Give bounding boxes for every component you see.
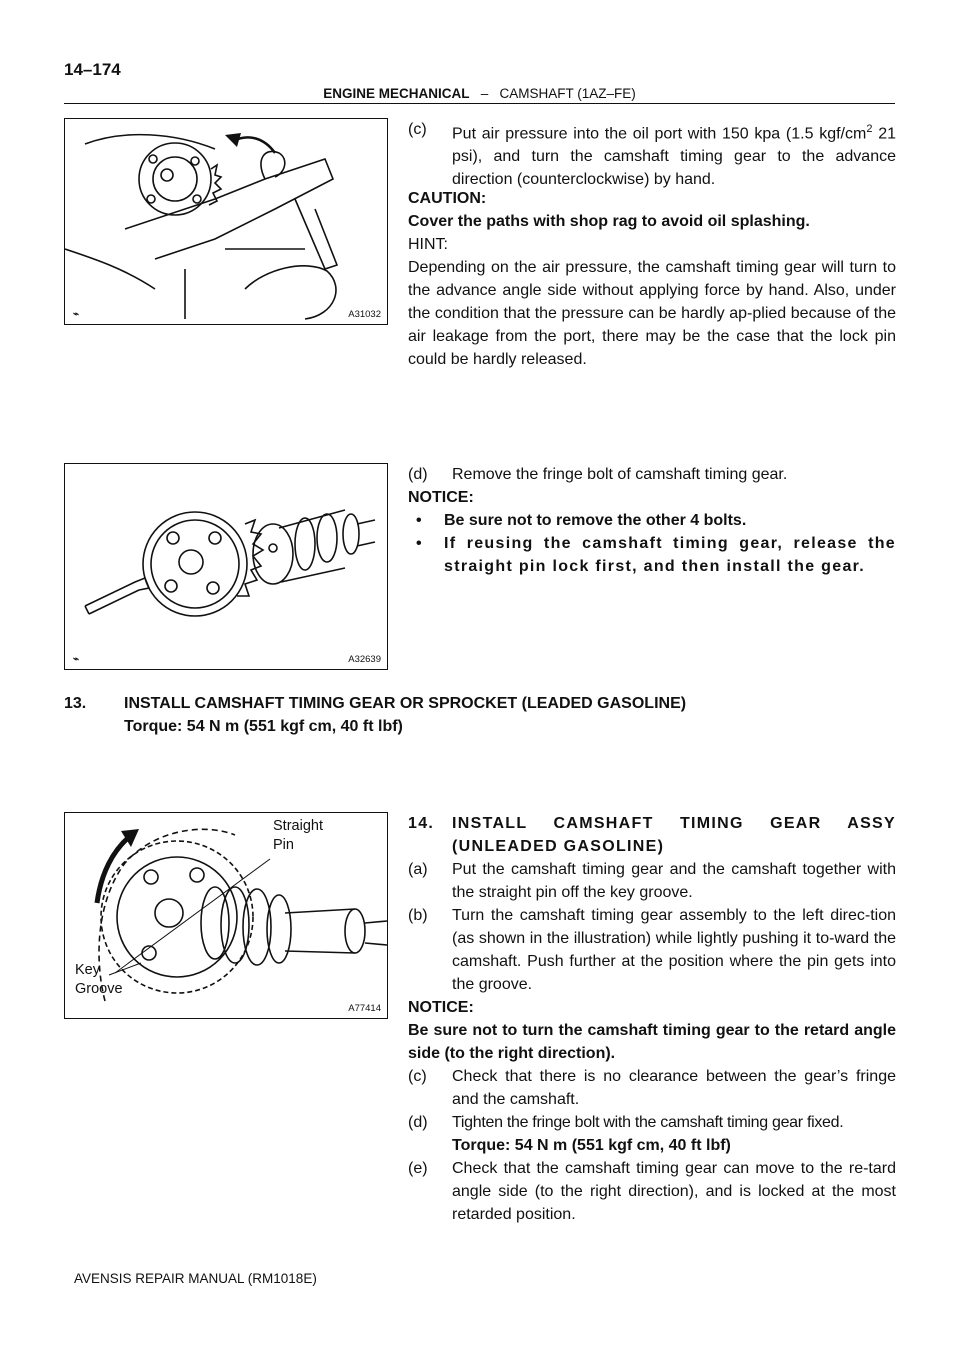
label-key-groove: Key Groove: [75, 962, 123, 997]
step-14a: [408, 858, 896, 904]
figure-code: A77414: [348, 1003, 381, 1014]
step-number: 13.: [64, 695, 87, 712]
figure-air-pressure-illustration: [65, 119, 387, 324]
superscript: 2: [866, 123, 873, 135]
step-title-continued: (UNLEADED GASOLINE): [452, 838, 665, 855]
step-text: Turn the camshaft timing gear assembly to the left direc-tion (as shown in the illustration) while lightly pushing it to-ward the camshaft. Push further at the position where the pin gets into the groove.: [452, 907, 896, 993]
step-14b: [408, 904, 896, 996]
notice-item: If reusing the camshaft timing gear, release the straight pin lock first, and then install the gear.: [444, 535, 896, 575]
step-label: (a): [408, 861, 428, 878]
running-header: [64, 86, 895, 101]
caution-title: CAUTION:: [408, 190, 487, 207]
header-separator: –: [480, 86, 489, 101]
figure-code: A32639: [348, 654, 381, 665]
step-text-continued: 21 psi), and turn the camshaft timing gear to the advance direction (counterclockwise) by hand.: [452, 125, 896, 189]
step-text: Tighten the fringe bolt with the camshaft timing gear fixed.: [452, 1114, 844, 1131]
bullet-icon: •: [416, 512, 422, 529]
notice-text: Be sure not to turn the camshaft timing gear to the retard angle side (to the right direction).: [408, 1022, 896, 1062]
step-label: (d): [408, 466, 428, 483]
step-text: Put the camshaft timing gear and the camshaft together with the straight pin off the key groove.: [452, 861, 896, 901]
step-text: Check that there is no clearance between the gear’s fringe and the camshaft.: [452, 1068, 896, 1108]
step-14c: [408, 1065, 896, 1111]
figure-remove-bolt-illustration: [65, 464, 387, 669]
torque-spec: Torque: 54 N m (551 kgf cm, 40 ft lbf): [124, 718, 403, 735]
step-title: INSTALL CAMSHAFT TIMING GEAR OR SPROCKET (LEADED GASOLINE): [124, 695, 687, 712]
step-label: (c): [408, 1068, 427, 1085]
figure-code: A31032: [348, 309, 381, 320]
figure-air-pressure: [64, 118, 388, 325]
figure-gear-assembly: [64, 812, 388, 1019]
torque-spec: Torque: 54 N m (551 kgf cm, 40 ft lbf): [452, 1137, 731, 1154]
notice-title: NOTICE:: [408, 489, 474, 506]
notice-item: Be sure not to remove the other 4 bolts.: [444, 512, 747, 529]
footer: AVENSIS REPAIR MANUAL (RM1018E): [74, 1271, 317, 1286]
step-text: Check that the camshaft timing gear can move to the re-tard angle side (to the right direction), and is locked at the most retarded position.: [452, 1160, 896, 1223]
label-straight-pin: Straight Pin: [273, 818, 323, 853]
bullet-icon: •: [416, 535, 422, 552]
step-14: [408, 812, 896, 858]
step-title: INSTALL CAMSHAFT TIMING GEAR ASSY: [452, 815, 896, 832]
step-label: (b): [408, 907, 428, 924]
notice-title: NOTICE:: [408, 999, 474, 1016]
header-rule: [64, 103, 895, 104]
subsection-title: CAMSHAFT (1AZ–FE): [499, 86, 636, 101]
step-14d: [408, 1111, 896, 1157]
step-label: (c): [408, 121, 427, 138]
step-c-air-pressure: [408, 118, 896, 188]
step-d-remove-bolt: [408, 463, 896, 486]
step-13: [64, 692, 895, 738]
section-title: ENGINE MECHANICAL: [323, 86, 470, 101]
notice-bullet-2: [408, 532, 896, 578]
figure-remove-bolt: [64, 463, 388, 670]
step-14e: [408, 1157, 896, 1226]
step-text: Put air pressure into the oil port with 150 kpa (1.5 kgf/cm: [452, 125, 867, 143]
page-number: 14–174: [64, 60, 121, 79]
step-text: Remove the fringe bolt of camshaft timing gear.: [452, 466, 788, 483]
figure-mark-icon: ⌁: [73, 309, 80, 320]
hint-text: Depending on the air pressure, the camshaft timing gear will turn to the advance angle side without applying force by hand. Also, under the condition that the pressure can be hardly ap-plied because of the air leakage from the port, there may be the case that the lock pin could be hardly released.: [408, 259, 896, 368]
step-number: 14.: [408, 815, 435, 832]
figure-mark-icon: ⌁: [73, 654, 80, 665]
caution-text: Cover the paths with shop rag to avoid oil splashing.: [408, 213, 810, 230]
notice-bullet-1: [408, 509, 896, 532]
step-label: (d): [408, 1114, 428, 1131]
hint-title: HINT:: [408, 236, 448, 253]
step-label: (e): [408, 1160, 428, 1177]
